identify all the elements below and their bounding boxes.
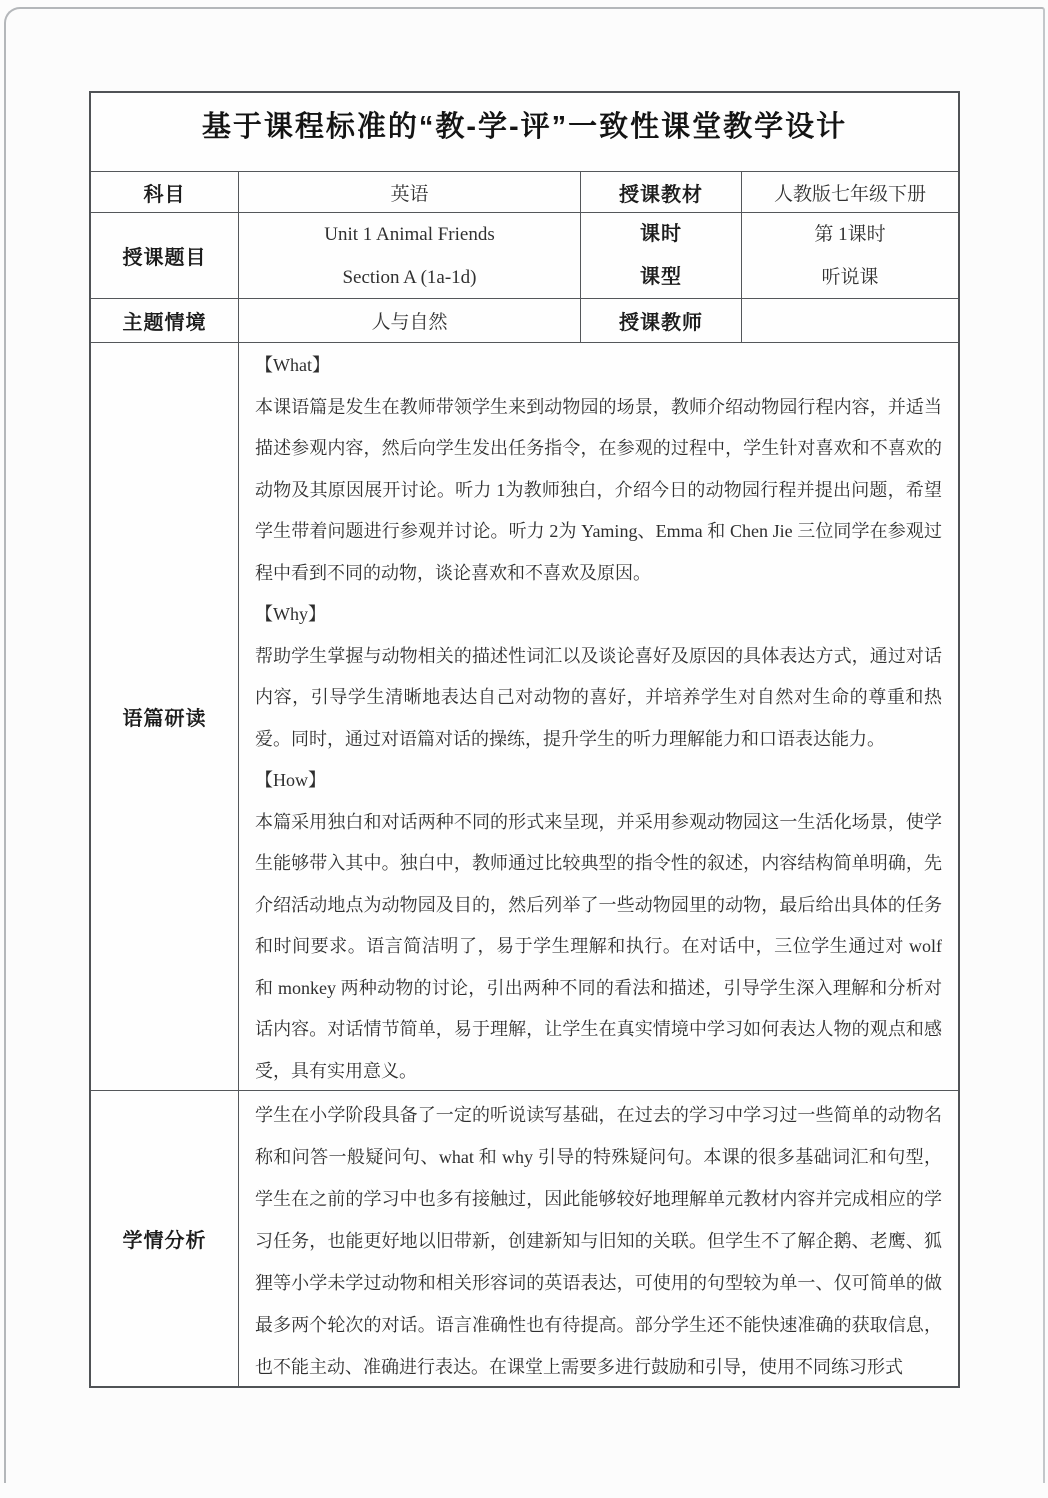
topic-value-line2: Section A (1a-1d) <box>342 266 477 288</box>
how-text: 本篇采用独白和对话两种不同的形式来呈现，并采用参观动物园这一生活化场景，使学生能够带入其中。独白中，教师通过比较典型的指令性的叙述，内容结构简单明确，先介绍活动地点为动物园及目的，然后列举了一些动物园里的动物，最后给出具体的任务和时间要求。语言简洁明了，易于学生理解和执行。在对话中，三位学生通过对 wolf 和 monkey 两种动物的讨论，引出两种不同的看法和描述，引导学生深入理解和分析对话内容。对话情节简单，易于理解，让学生在真实情境中学习如何表达人物的观点和感受，具有实用意义。 <box>255 811 942 1081</box>
period-type-label-cell <box>581 213 742 299</box>
how-heading: 【How】 <box>255 770 326 790</box>
course-type-value: 听说课 <box>821 266 879 288</box>
subject-value: 英语 <box>239 172 581 213</box>
learner-analysis-text: 学生在小学阶段具备了一定的听说读写基础，在过去的学习中学习过一些简单的动物名称和问答一般疑问句、what 和 why 引导的特殊疑问句。本课的很多基础词汇和句型，学生在之前的学习中也多有接触过，因此能够较好地理解单元教材内容并完成相应的学习任务，也能更好地以旧带新，创建新知与旧知的关联。但学生不了解企鹅、老鹰、狐狸等小学未学过动物和相关形容词的英语表达，可使用的句型较为单一、仅可简单的做最多两个轮次的对话。语言准确性也有待提高。部分学生还不能快速准确的获取信息，也不能主动、准确进行表达。在课堂上需要多进行鼓励和引导，使用不同练习形式 <box>255 1105 942 1377</box>
discourse-analysis-text-cell <box>239 343 958 1091</box>
learner-analysis-label: 学情分析 <box>91 1091 239 1386</box>
period-label: 课时 <box>640 222 682 245</box>
teacher-label: 授课教师 <box>581 299 742 343</box>
course-type-label: 课型 <box>640 265 682 288</box>
why-text: 帮助学生掌握与动物相关的描述性词汇以及谈论喜好及原因的具体表达方式，通过对话内容，引导学生清晰地表达自己对动物的喜好，并培养学生对自然对生命的尊重和热爱。同时，通过对语篇对话的操练，提升学生的听力理解能力和口语表达能力。 <box>255 645 942 749</box>
learner-analysis-text-cell <box>239 1091 958 1386</box>
teacher-value <box>742 299 958 343</box>
subject-label: 科目 <box>91 172 239 213</box>
theme-label: 主题情境 <box>91 299 239 343</box>
lesson-design-table <box>89 91 960 1388</box>
document-title: 基于课程标准的“教-学-评”一致性课堂教学设计 <box>201 110 848 143</box>
topic-label: 授课题目 <box>91 213 239 299</box>
topic-value-line1: Unit 1 Animal Friends <box>324 223 495 245</box>
material-label: 授课教材 <box>581 172 742 213</box>
period-value: 第 1课时 <box>814 223 886 245</box>
topic-value-cell <box>239 213 581 299</box>
what-text: 本课语篇是发生在教师带领学生来到动物园的场景，教师介绍动物园行程内容，并适当描述参观内容，然后向学生发出任务指令，在参观的过程中，学生针对喜欢和不喜欢的动物及其原因展开讨论。听力 1为教师独白，介绍今日的动物园行程并提出问题，希望学生带着问题进行参观并讨论。听力 2为 Yaming、Emma 和 Chen Jie 三位同学在参观过程中看到不同的动物，谈论喜欢和不喜欢及原因。 <box>255 396 942 583</box>
material-value: 人教版七年级下册 <box>742 172 958 213</box>
document-title-cell <box>91 93 958 172</box>
why-heading: 【Why】 <box>255 604 326 624</box>
theme-value: 人与自然 <box>239 299 581 343</box>
period-type-value-cell <box>742 213 958 299</box>
discourse-analysis-label: 语篇研读 <box>91 343 239 1091</box>
what-heading: 【What】 <box>255 355 330 375</box>
